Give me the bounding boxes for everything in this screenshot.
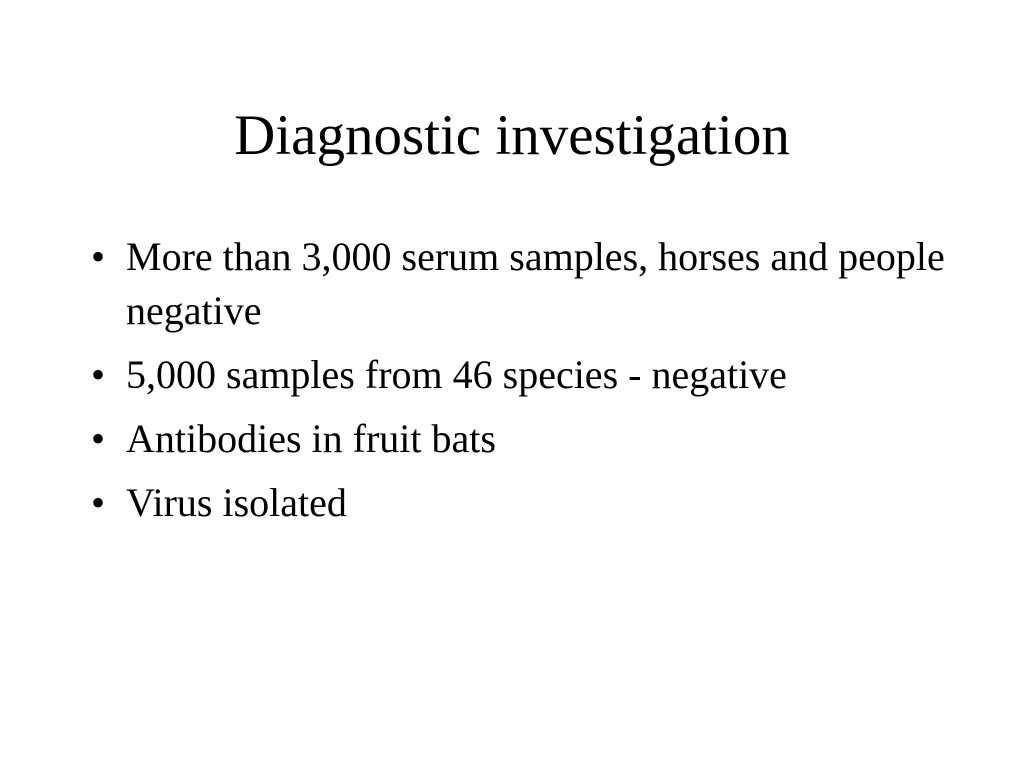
bullet-text: Antibodies in fruit bats [126,416,496,461]
bullet-icon: • [90,234,105,279]
bullet-text: 5,000 samples from 46 species - negative [126,352,787,397]
bullet-icon: • [90,480,105,525]
bullet-item [86,348,946,402]
bullet-icon: • [90,416,105,461]
slide-title: Diagnostic investigation [234,104,790,167]
bullet-item [86,476,946,530]
bullet-list [86,230,946,540]
bullet-item [86,230,946,338]
bullet-text: More than 3,000 serum samples, horses and people negative [126,234,945,333]
bullet-text: Virus isolated [126,480,347,525]
bullet-icon: • [90,352,105,397]
bullet-item [86,412,946,466]
